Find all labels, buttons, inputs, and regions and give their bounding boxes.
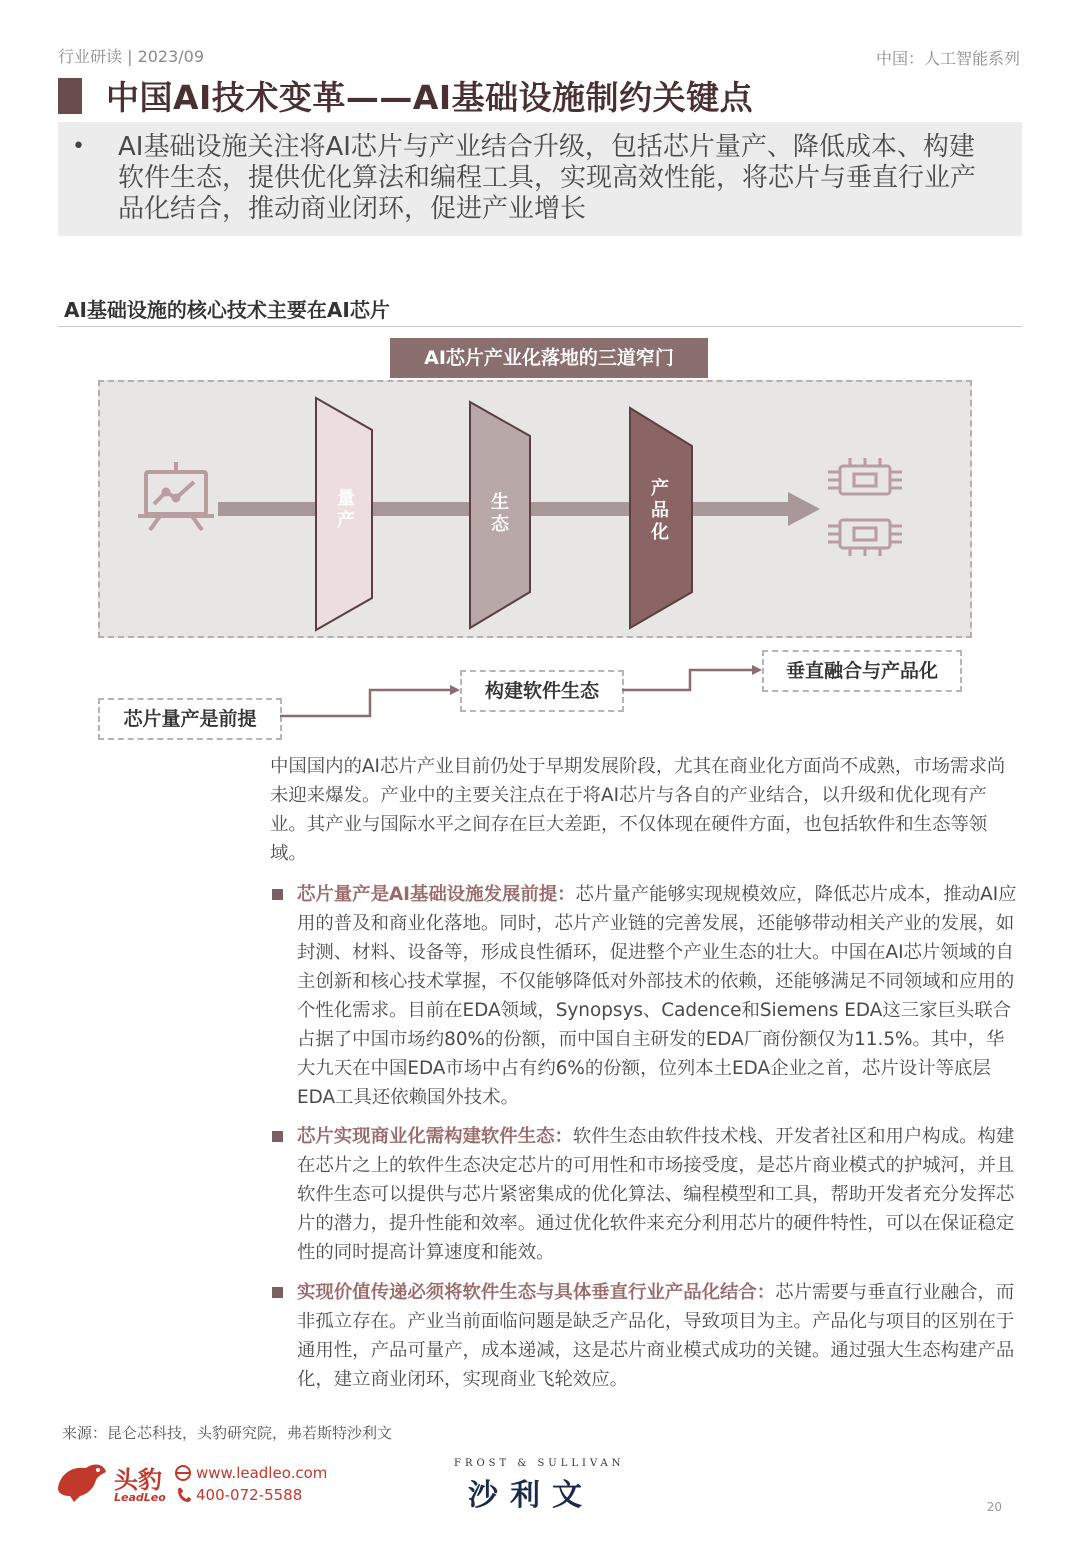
section-subheading: AI基础设施的核心技术主要在AI芯片 [64,298,390,322]
frost-sullivan-logo-en: FROST & SULLIVAN [454,1458,625,1469]
stage-connectors [278,660,768,730]
page-number: 20 [986,1500,1002,1514]
leopard-logo-icon [54,1458,110,1504]
bullet-text: 芯片需要与垂直行业融合，而非孤立存在。产业当前面临问题是缺乏产品化，导致项目为主。产品化与项目的区别在于通用性，产品可量产，成本递减，这是芯片商业模式成功的关键。通过强大生态构建产品化，建立商业闭环，实现商业飞轮效应。 [297,1282,1015,1390]
chip-icon [828,458,902,494]
header-series: 中国：人工智能系列 [875,49,1020,68]
gate-label-mass-production: 量产 [337,488,355,531]
bullet-heading: 实现价值传递必须将软件生态与具体垂直行业产品化结合： [297,1282,776,1303]
summary-box [58,122,1022,236]
leadleo-logo-en: LeadLeo [114,1491,166,1504]
contact-icons [174,1464,192,1504]
bullet-mass-production [270,880,1022,1112]
connector-1 [280,690,450,716]
source-note: 来源：昆仑芯科技，头豹研究院，弗若斯特沙利文 [62,1424,393,1442]
connector-2 [622,670,752,690]
connector-1-arrowhead [450,685,460,695]
footer-website[interactable]: www.leadleo.com [196,1464,328,1482]
diagram-graphic [98,380,970,636]
bullet-vertical-integration [270,1278,1022,1394]
bullet-software-ecosystem [270,1122,1022,1267]
bullet-square-icon [272,1287,283,1298]
bullet-square-icon [272,1131,283,1142]
bullet-square-icon [272,889,283,900]
connector-2-arrowhead [752,665,762,675]
stage-mass-production: 芯片量产是前提 [98,698,282,740]
bullet-heading: 芯片实现商业化需构建软件生态： [297,1126,573,1147]
page-title: 中国AI技术变革——AI基础设施制约关键点 [106,78,754,117]
stage-software-ecosystem: 构建软件生态 [460,670,624,712]
summary-bullet: • [72,134,85,159]
presentation-chart-icon [138,462,214,530]
bullet-heading: 芯片量产是AI基础设施发展前提： [297,884,576,905]
chip-icon [828,520,902,556]
diagram-title: AI芯片产业化落地的三道窄门 [390,338,708,378]
title-accent-bar [58,78,82,114]
phone-icon [178,1488,191,1502]
header-category: 行业研读 | 2023/09 [58,47,205,66]
gate-label-ecosystem: 生态 [491,492,509,535]
stage-vertical-productization: 垂直融合与产品化 [762,650,962,692]
flow-arrow-head [788,492,820,526]
section-divider [58,326,1022,327]
footer-phone: 400-072-5588 [196,1486,303,1504]
intro-paragraph: 中国国内的AI芯片产业目前仍处于早期发展阶段，尤其在商业化方面尚不成熟，市场需求尚未迎来爆发。产业中的主要关注点在于将AI芯片与各自的产业结合，以升级和优化现有产业。其产业与国际水平之间存在巨大差距，不仅体现在硬件方面，也包括软件和生态等领域。 [270,756,1006,864]
frost-sullivan-logo-cn: 沙利文 [468,1478,594,1513]
leadleo-logo-text: 头豹 [114,1466,162,1494]
bullet-text: 芯片量产能够实现规模效应，降低芯片成本，推动AI应用的普及和商业化落地。同时，芯片产业链的完善发展，还能够带动相关产业的发展，如封测、材料、设备等，形成良性循环，促进整个产业生态的壮大。中国在AI芯片领域的自主创新和核心技术掌握，不仅能够降低对外部技术的依赖，还能够满足不同领域和应用的个性化需求。目前在EDA领域，Synopsys、Cadence和Siemens EDA这三家巨头联合占据了中国市场约80%的份额，而中国自主研发的EDA厂商份额仅为11.5%。其中，华大九天在中国EDA市场中占有约6%的份额，位列本土EDA企业之首，芯片设计等底层EDA工具还依赖国外技术。 [297,884,1017,1108]
bullet-text: 软件生态由软件技术栈、开发者社区和用户构成。构建在芯片之上的软件生态决定芯片的可用性和市场接受度，是芯片商业模式的护城河，并且软件生态可以提供与芯片紧密集成的优化算法、编程模型和工具，帮助开发者充分发挥芯片的潜力，提升性能和效率。通过优化软件来充分利用芯片的硬件特性，可以在保证稳定性的同时提高计算速度和能效。 [297,1126,1015,1263]
gate-label-productization: 产品化 [651,478,669,543]
summary-text: AI基础设施关注将AI芯片与产业结合升级，包括芯片量产、降低成本、构建软件生态，提供优化算法和编程工具，实现高效性能，将芯片与垂直行业产品化结合，推动商业闭环，促进产业增长 [118,132,977,224]
